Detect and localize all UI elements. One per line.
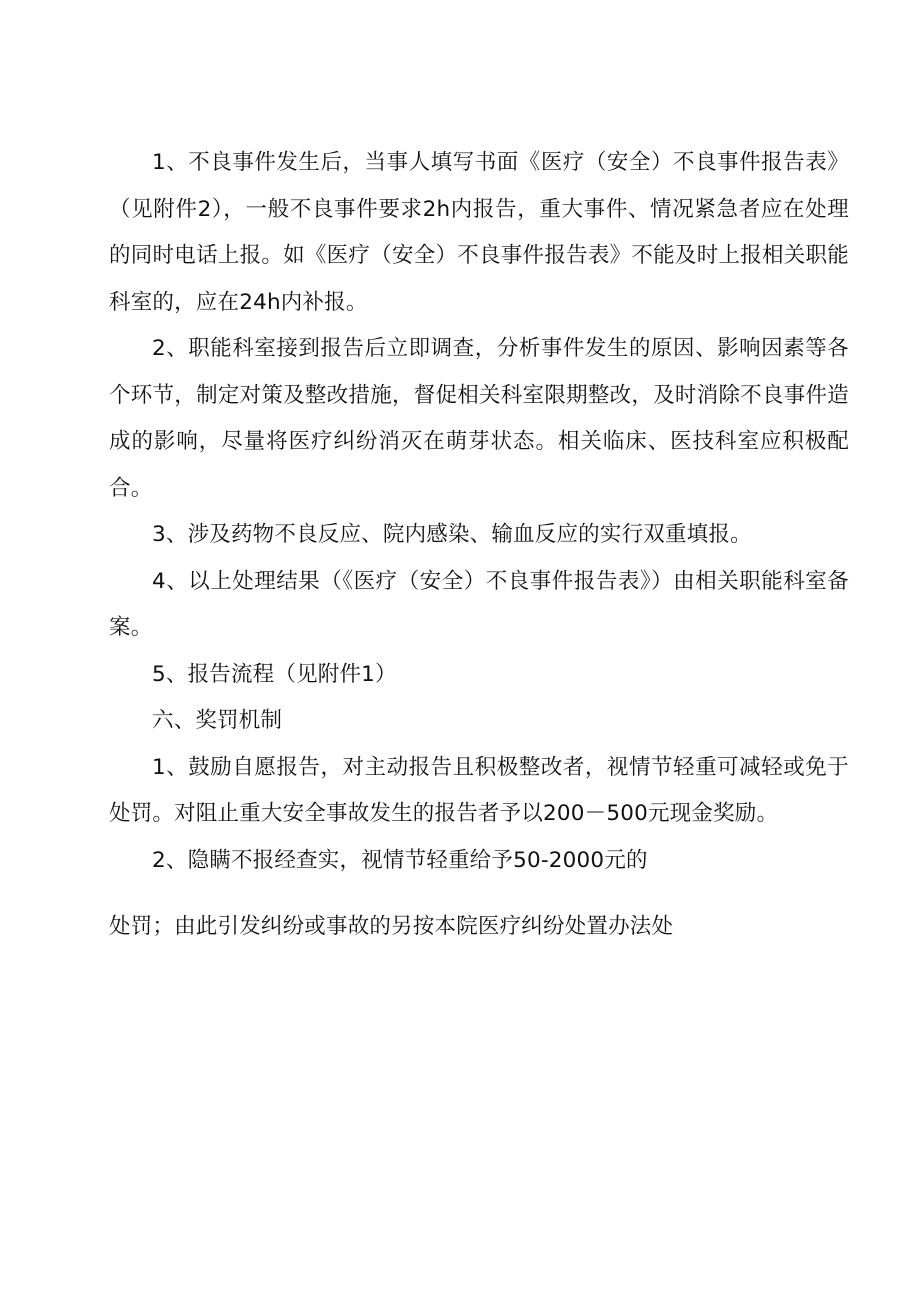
paragraph-dual-reporting: 3、涉及药物不良反应、院内感染、输血反应的实行双重填报。 [152,522,752,547]
paragraph-filing: 4、以上处理结果（《医疗（安全）不良事件报告表》）由相关职能科室备案。 [109,568,849,640]
document-body [109,140,849,951]
section-heading-rewards-penalties: 六、奖罚机制 [152,708,283,733]
paragraph-report-flow: 5、报告流程（见附件1） [152,661,397,687]
paragraph-investigation: 2、职能科室接到报告后立即调查，分析事件发生的原因、影响因素等各个环节，制定对策及整改措施，督促相关科室限期整改，及时消除不良事件造成的影响，尽量将医疗纠纷消灭在萌芽状态。相关临床、医技科室应积极配合。 [109,336,849,501]
paragraph-concealment-penalty: 2、隐瞒不报经查实，视情节轻重给予50-2000元的 [152,847,648,873]
paragraph-report-timing: 1、不良事件发生后，当事人填写书面《医疗（安全）不良事件报告表》（见附件2），一般不良事件要求2h内报告，重大事件、情况紧急者应在处理的同时电话上报。如《医疗（安全）不良事件报告表》不能及时上报相关职能科室的，应在24h内补报。 [109,150,849,315]
paragraph-encourage-reporting: 1、鼓励自愿报告，对主动报告且积极整改者，视情节轻重可减轻或免于处罚。对阻止重大安全事故发生的报告者予以200－500元现金奖励。 [109,754,849,826]
paragraph-penalty-continued: 处罚；由此引发纠纷或事故的另按本院医疗纠纷处置办法处 [109,914,674,939]
